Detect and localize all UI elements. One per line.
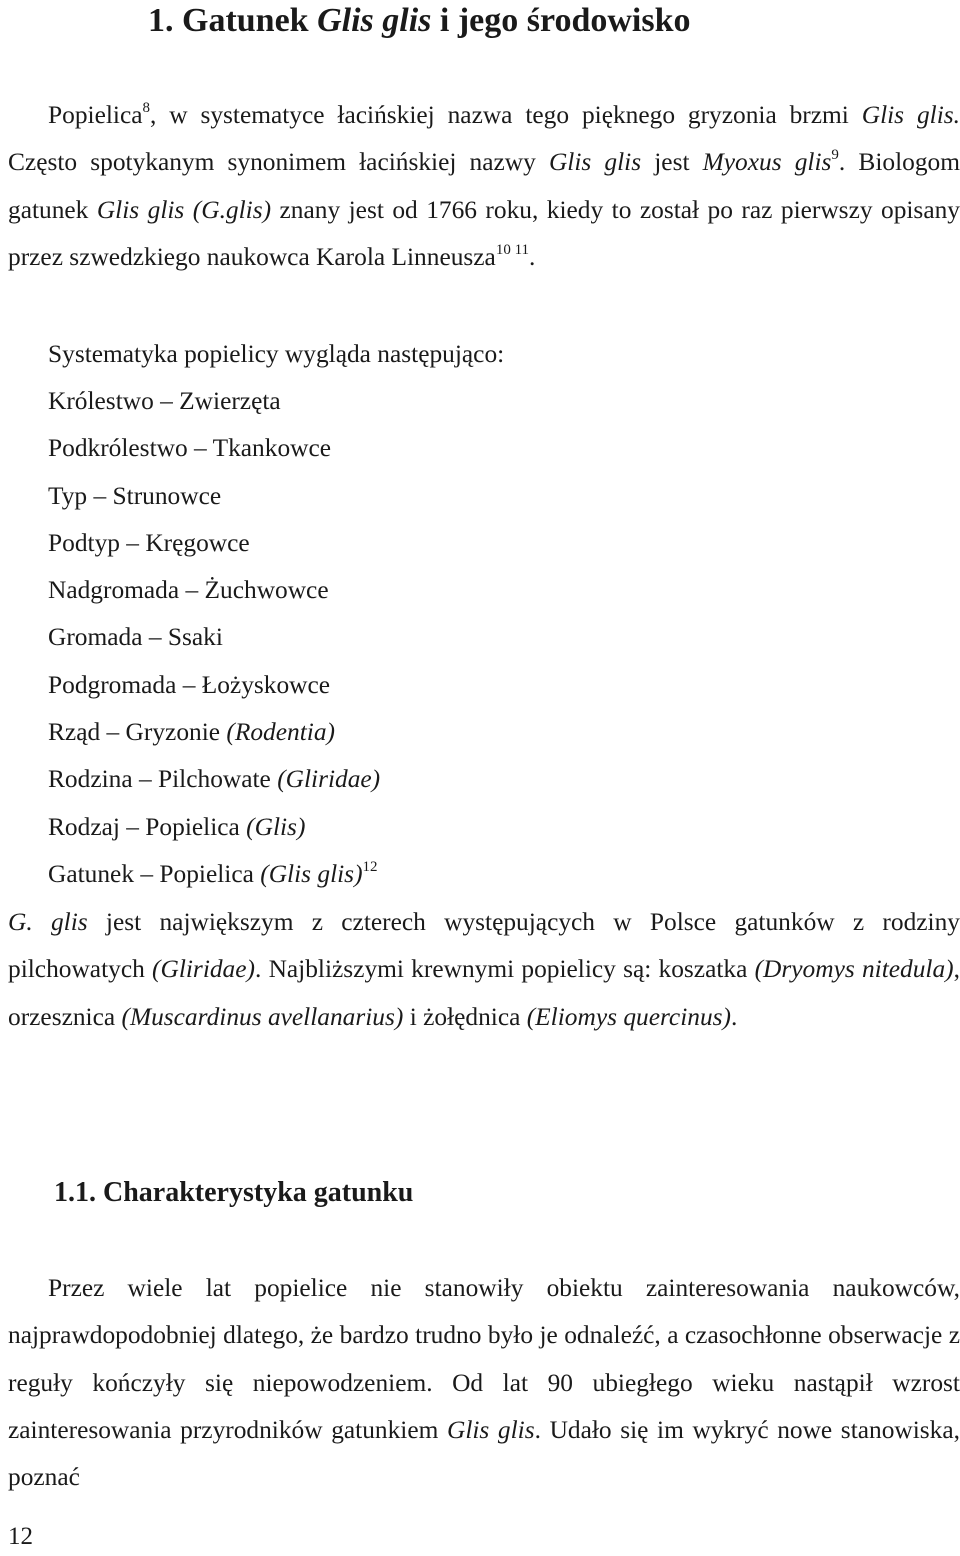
taxonomy-item-subclass bbox=[48, 662, 380, 709]
taxon-label: Podgromada – Łożyskowce bbox=[48, 670, 331, 699]
intro-paragraph bbox=[8, 92, 960, 281]
taxon-label: Gatunek – Popielica bbox=[48, 859, 261, 888]
taxon-latin: (Gliridae) bbox=[277, 765, 381, 794]
intro-text: Często spotykanym synonimem łacińskiej nazwy bbox=[8, 148, 549, 177]
relatives-text: . Najbliższymi krewnymi popielicy są: koszatka bbox=[254, 955, 755, 984]
relatives-paragraph bbox=[8, 899, 960, 1041]
taxon-label: Typ – Strunowce bbox=[48, 481, 222, 510]
intro-text: znany jest od 1766 roku, kiedy to został po raz pierwszy opisany przez szwedzkiego naukowca Karola Linneusza bbox=[8, 195, 960, 271]
intro-text: Popielica bbox=[48, 101, 143, 129]
footnote-ref-10-11: 10 11 bbox=[495, 241, 530, 258]
taxon-label: Królestwo – Zwierzęta bbox=[48, 387, 281, 415]
latin-name: Glis glis bbox=[446, 1415, 535, 1444]
taxon-latin: (Glis glis) bbox=[260, 859, 363, 888]
latin-name: (Muscardinus avellanarius) bbox=[121, 1002, 404, 1031]
taxonomy-item-subphylum bbox=[48, 520, 380, 567]
relatives-text: jest największym z czterech występujących w Polsce gatunków z rodziny pilchowatych bbox=[8, 908, 960, 984]
chapter-number: 1. bbox=[148, 2, 174, 39]
intro-text: . bbox=[529, 242, 536, 271]
taxon-label: Nadgromada – Żuchwowce bbox=[48, 576, 329, 605]
section-title: 1.1. Charakterystyka gatunku bbox=[54, 1177, 414, 1208]
taxonomy-list bbox=[48, 378, 380, 898]
relatives-text: , orzesznica bbox=[8, 955, 960, 1031]
taxonomy-item-genus bbox=[48, 804, 380, 851]
relatives-text: . bbox=[730, 1002, 738, 1031]
taxonomy-item-subkingdom bbox=[48, 425, 380, 472]
taxon-label: Podtyp – Kręgowce bbox=[48, 528, 250, 557]
latin-name: Glis glis. bbox=[861, 101, 960, 129]
footnote-ref-12: 12 bbox=[362, 858, 378, 875]
chapter-title bbox=[148, 0, 691, 42]
latin-name: (Dryomys nitedula) bbox=[754, 955, 954, 984]
latin-name: (Gliridae) bbox=[152, 955, 255, 984]
latin-name: Myoxus glis bbox=[702, 148, 832, 177]
taxon-latin: (Rodentia) bbox=[226, 718, 335, 747]
latin-name: (Eliomys quercinus) bbox=[526, 1002, 731, 1031]
latin-name: G. glis bbox=[8, 908, 88, 936]
taxonomy-item-kingdom bbox=[48, 378, 380, 425]
latin-name: Glis glis bbox=[548, 148, 642, 177]
taxon-label: Gromada – Ssaki bbox=[48, 623, 223, 652]
characteristics-text: . Udało się im wykryć nowe stanowiska, poznać bbox=[8, 1415, 960, 1492]
taxon-latin: (Glis) bbox=[246, 812, 306, 841]
taxonomy-item-family bbox=[48, 756, 380, 803]
taxon-label: Podkrólestwo – Tkankowce bbox=[48, 434, 332, 463]
latin-name: Glis glis (G.glis) bbox=[96, 195, 272, 224]
taxonomy-item-phylum bbox=[48, 473, 380, 520]
footnote-ref-8: 8 bbox=[142, 100, 150, 116]
intro-text: jest bbox=[641, 148, 703, 177]
intro-text: . Biologom gatunek bbox=[8, 148, 960, 224]
page-number: 12 bbox=[8, 1523, 33, 1550]
chapter-title-species: Glis glis bbox=[317, 2, 432, 39]
systematics-intro: Systematyka popielicy wygląda następująco: bbox=[48, 340, 505, 368]
intro-text: , w systematyce łacińskiej nazwa tego pięknego gryzonia brzmi bbox=[149, 101, 862, 129]
taxonomy-item-species bbox=[48, 851, 380, 898]
characteristics-paragraph bbox=[8, 1265, 960, 1501]
chapter-title-pre: Gatunek bbox=[182, 2, 309, 39]
taxonomy-item-class bbox=[48, 614, 380, 661]
taxonomy-item-order bbox=[48, 709, 380, 756]
taxonomy-item-superclass bbox=[48, 567, 380, 614]
taxon-label: Rodzaj – Popielica bbox=[48, 812, 247, 841]
footnote-ref-9: 9 bbox=[831, 147, 839, 164]
relatives-text: i żołędnica bbox=[403, 1002, 527, 1031]
chapter-title-post: i jego środowisko bbox=[439, 2, 691, 39]
taxon-label: Rodzina – Pilchowate bbox=[48, 765, 278, 794]
taxon-label: Rząd – Gryzonie bbox=[48, 718, 227, 747]
characteristics-text: Przez wiele lat popielice nie stanowiły obiektu zainteresowania naukowców, najprawdopodobniej dlatego, że bardzo trudno było je odnaleźć, a czasochłonne obserwacje z reguły kończyły się niepowodzeniem. Od lat 90 ubiegłego wieku nastąpił wzrost zainteresowania przyrodników gatunkiem bbox=[8, 1274, 960, 1444]
